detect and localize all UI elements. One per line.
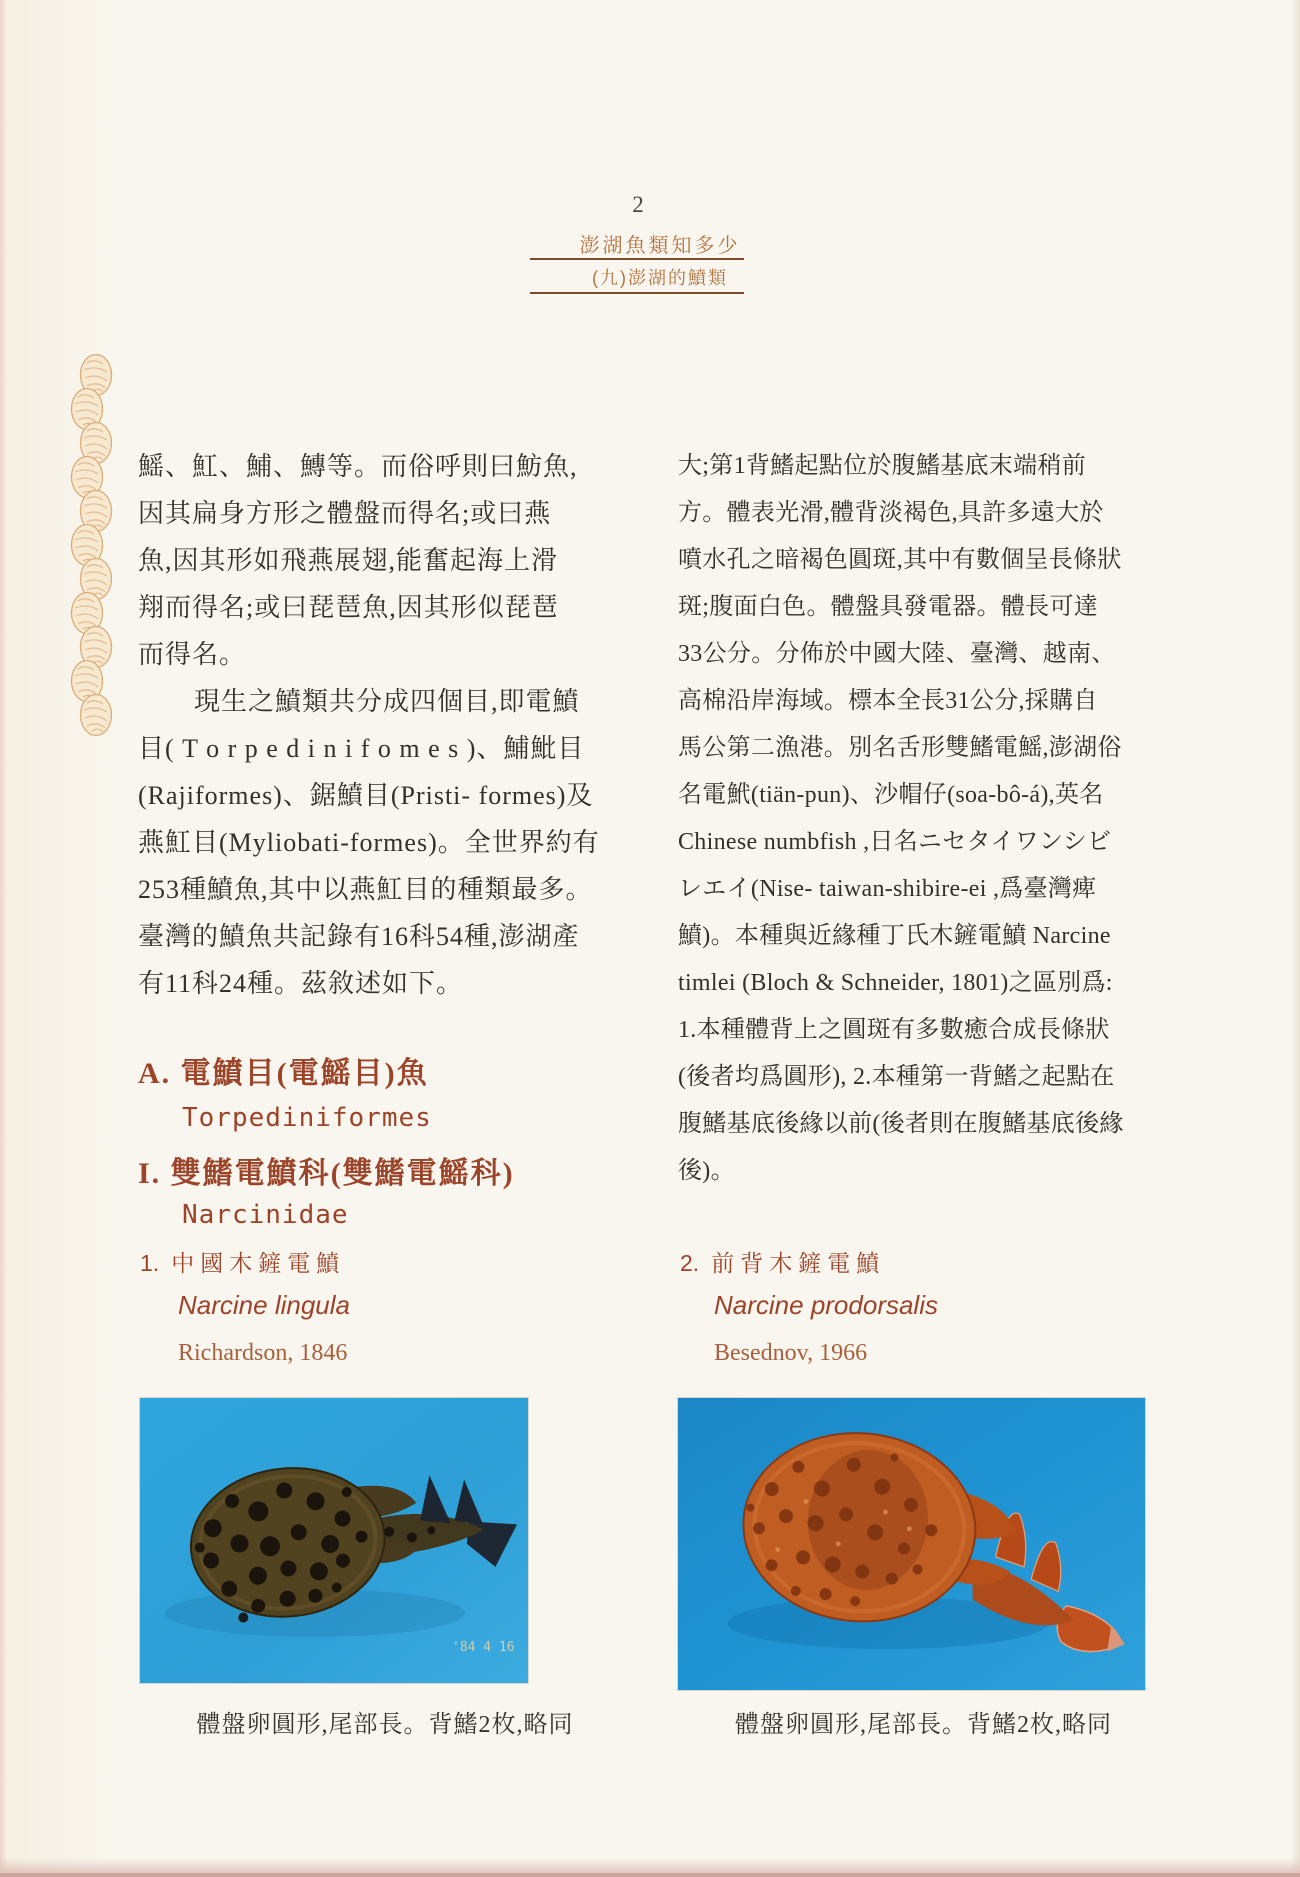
text-line: 而得名。 [138, 640, 247, 669]
species1-number: 1. [140, 1250, 160, 1276]
left-column [138, 443, 606, 1007]
species2-photo-illustration [678, 1398, 1145, 1690]
species1-photo-illustration [140, 1398, 528, 1683]
text-line: 後)。 [678, 1158, 735, 1184]
photo-date-stamp: '84 4 16 [452, 1640, 515, 1655]
species2-number: 2. [680, 1250, 700, 1276]
species2-latin-name: Narcine prodorsalis [714, 1290, 938, 1320]
scan-edge-bottom-line [0, 1873, 1300, 1877]
scan-edge-right [1290, 0, 1300, 1877]
species2-caption: 體盤卵圓形,尾部長。背鰭2枚,略同 [735, 1712, 1112, 1738]
order-latin-name: Torpediniformes [182, 1103, 432, 1133]
page-number: 2 [632, 192, 644, 217]
species2-photo [678, 1398, 1145, 1690]
text-line: レエイ(Nise- taiwan-shibire-ei ,爲臺灣痺 [678, 876, 1097, 902]
text-line: 高棉沿岸海域。標本全長31公分,採購自 [678, 688, 1098, 714]
header-rule-top [530, 258, 744, 260]
species1-photo [140, 1398, 528, 1683]
text-line: (後者均爲圓形), 2.本種第一背鰭之起點在 [678, 1064, 1115, 1090]
text-line: 有11科24種。茲敘述如下。 [138, 969, 464, 998]
left-paragraph-2 [138, 678, 606, 1007]
text-line: 因其扁身方形之體盤而得名;或曰燕 [138, 499, 552, 528]
text-line: 噴水孔之暗褐色圓斑,其中有數個呈長條狀 [678, 547, 1122, 573]
species1-latin-name: Narcine lingula [178, 1290, 350, 1320]
text-line: 253種鱝魚,其中以燕魟目的種類最多。 [138, 875, 593, 904]
text-line: Chinese numbfish ,日名ニセタイワンシビ [678, 829, 1112, 855]
margin-ornament-chain [65, 350, 135, 770]
species2-author: Besednov, 1966 [714, 1340, 868, 1366]
header-rule-bottom [530, 292, 744, 294]
text-line: 方。體表光滑,體背淡褐色,具許多遠大於 [678, 500, 1104, 526]
text-line: 目( T o r p e d i n i f o m e s )、鯆魮目 [138, 734, 585, 763]
family-latin-name: Narcinidae [182, 1200, 349, 1230]
text-line: 馬公第二漁港。別名舌形雙鰭電鰩,澎湖俗 [678, 735, 1122, 761]
text-line: 大;第1背鰭起點位於腹鰭基底末端稍前 [678, 453, 1087, 479]
text-line: 名電鮘(tiän-pun)、沙帽仔(soa-bô-á),英名 [678, 782, 1104, 808]
text-line: 33公分。分佈於中國大陸、臺灣、越南、 [678, 641, 1116, 667]
text-line: 臺灣的鱝魚共記錄有16科54種,澎湖產 [138, 922, 580, 951]
text-line: 鰩、魟、鯆、鱄等。而俗呼則曰魴魚, [138, 452, 578, 481]
text-line: 翔而得名;或曰琵琶魚,因其形似琵琶 [138, 593, 559, 622]
right-paragraph [678, 443, 1146, 1195]
left-paragraph-1 [138, 443, 606, 678]
running-header-title: 澎湖魚類知多少 [579, 235, 741, 257]
text-line: 魚,因其形如飛燕展翅,能奮起海上滑 [138, 546, 559, 575]
scan-gutter-shading [0, 0, 110, 1877]
species2-heading [680, 1245, 885, 1278]
species1-heading [140, 1245, 345, 1278]
order-heading: A. 電鱝目(電鰩目)魚 [138, 1057, 429, 1090]
family-heading: I. 雙鰭電鱝科(雙鰭電鰩科) [138, 1157, 515, 1190]
text-line: timlei (Bloch & Schneider, 1801)之區別爲: [678, 970, 1113, 996]
scan-edge-left [0, 0, 7, 1877]
text-line: 鱝)。本種與近緣種丁氏木鏟電鱝 Narcine [678, 923, 1111, 949]
text-line: 現生之鱝類共分成四個目,即電鱝 [194, 687, 580, 716]
species1-caption: 體盤卵圓形,尾部長。背鰭2枚,略同 [196, 1712, 574, 1738]
right-column [678, 443, 1146, 1195]
text-line: 腹鰭基底後緣以前(後者則在腹鰭基底後緣 [678, 1111, 1124, 1137]
species1-name-zh: 中國木鏟電鱝 [171, 1250, 346, 1276]
species1-author: Richardson, 1846 [178, 1340, 348, 1366]
species2-name-zh: 前背木鏟電鱝 [711, 1250, 886, 1276]
text-line: (Rajiformes)、鋸鱝目(Pristi- formes)及 [138, 781, 594, 810]
text-line: 1.本種體背上之圓斑有多數癒合成長條狀 [678, 1017, 1110, 1043]
running-header-subtitle: (九)澎湖的鱝類 [592, 268, 728, 288]
text-line: 燕魟目(Myliobati-formes)。全世界約有 [138, 828, 600, 857]
text-line: 斑;腹面白色。體盤具發電器。體長可達 [678, 594, 1099, 620]
